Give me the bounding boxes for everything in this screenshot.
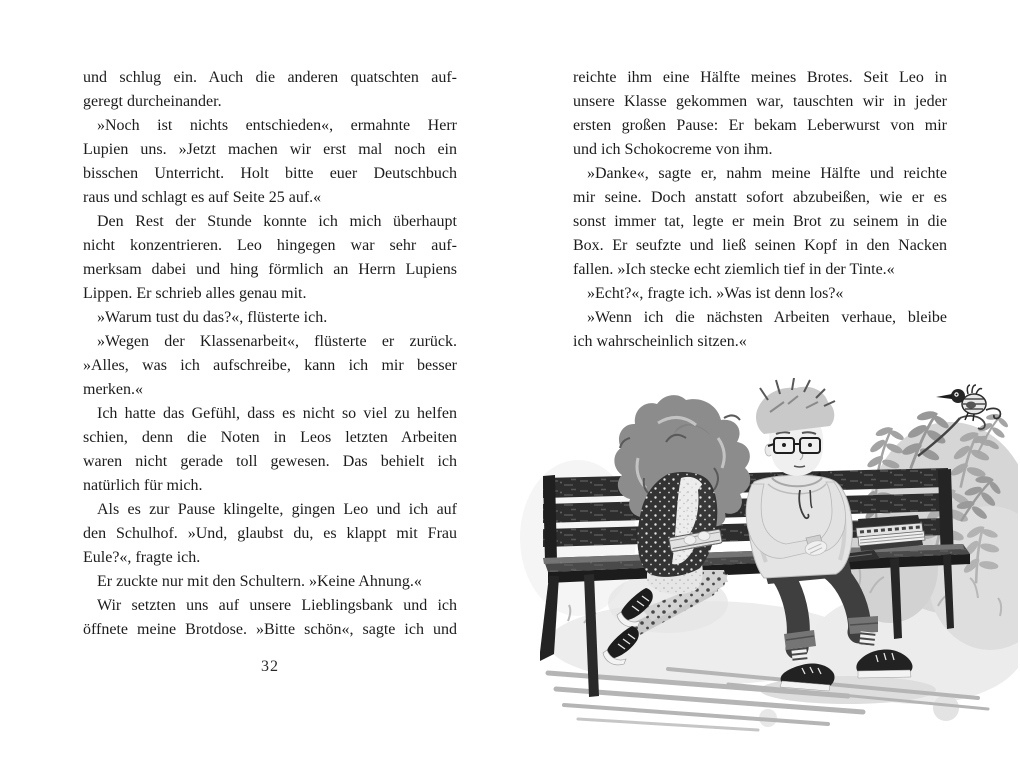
girl-hand xyxy=(698,532,710,541)
text-line: Als es zur Pause klingelte, gingen Leo und ich auf xyxy=(97,501,457,518)
right-page-text xyxy=(573,66,947,354)
text-line: »Danke«, sagte er, nahm meine Hälfte und reichte xyxy=(587,165,947,182)
text-line: geregt durcheinander. xyxy=(83,93,222,110)
girl-hand xyxy=(684,536,696,545)
text-line: ich wahrscheinlich sitzen.« xyxy=(573,333,747,350)
text-line: »Warum tust du das?«, flüsterte ich. xyxy=(97,309,328,326)
text-line: ersten großen Pause: Er bekam Leberwurst von mir xyxy=(573,117,947,134)
left-page-text xyxy=(83,66,457,642)
text-line: Ich hatte das Gefühl, dass es nicht so viel zu helfen xyxy=(97,405,457,422)
boy-sock xyxy=(791,647,807,662)
text-line: fallen. »Ich stecke echt ziemlich tief in der Tinte.« xyxy=(573,261,895,278)
text-line: und schlug ein. Auch die anderen quatschten auf- xyxy=(83,69,457,86)
text-line: waren nicht gerade toll gewesen. Das behielt ich xyxy=(83,453,457,470)
text-line: »Noch ist nichts entschieden«, ermahnte Herr xyxy=(97,117,457,134)
text-line: unsere Klasse gekommen war, tauschten wir in jeder xyxy=(573,93,947,110)
bench-illustration-graphic xyxy=(518,378,1018,743)
text-line: »Wegen der Klassenarbeit«, flüsterte er zurück. xyxy=(97,333,457,350)
text-line: und ich Schokocreme von ihm. xyxy=(573,141,773,158)
page-number: 32 xyxy=(261,658,279,675)
text-line: »Alles, was ich aufschreibe, kann ich mir besser xyxy=(83,357,457,374)
text-line: Box. Er seufzte und ließ seinen Kopf in den Nacken xyxy=(573,237,947,254)
text-line: sonst immer tat, legte er mein Brot zu seinem in die xyxy=(573,213,947,230)
text-line: bisschen Unterricht. Holt bitte euer Deutschbuch xyxy=(83,165,457,182)
bird-beak xyxy=(936,394,952,399)
boy-hoodie xyxy=(746,475,852,578)
text-line: schien, denn die Noten in Leos letzten Arbeiten xyxy=(83,429,457,446)
boy-sock xyxy=(859,631,875,645)
text-line: »Echt?«, fragte ich. »Was ist denn los?« xyxy=(587,285,844,302)
text-line: »Wenn ich die nächsten Arbeiten verhaue, bleibe xyxy=(587,309,947,326)
text-line: Er zuckte nur mit den Schultern. »Keine Ahnung.« xyxy=(97,573,422,590)
text-line: den Schulhof. »Und, glaubst du, es klappt mit Frau xyxy=(83,525,457,542)
text-line: mir seine. Doch anstatt sofort abzubeißen, wie er es xyxy=(573,189,947,206)
text-line: natürlich für mich. xyxy=(83,477,203,494)
text-line: Lippen. Er schrieb alles genau mit. xyxy=(83,285,307,302)
boy-hair xyxy=(756,378,835,434)
text-line: merken.« xyxy=(83,381,143,398)
text-line: raus und schlagt es auf Seite 25 auf.« xyxy=(83,189,322,206)
bench-illustration xyxy=(518,378,1018,743)
text-line: nicht konzentrieren. Leo hingegen war sehr auf- xyxy=(83,237,457,254)
text-line: Den Rest der Stunde konnte ich mich überhaupt xyxy=(97,213,457,230)
text-line: öffnete meine Brotdose. »Bitte schön«, sagte ich und xyxy=(83,621,457,638)
text-line: Wir setzten uns auf unsere Lieblingsbank und ich xyxy=(97,597,457,614)
text-line: merksam dabei und hing förmlich an Herrn Lupiens xyxy=(83,261,457,278)
text-line: reichte ihm eine Hälfte meines Brotes. Seit Leo in xyxy=(573,69,947,86)
text-line: Eule?«, fragte ich. xyxy=(83,549,201,566)
text-line: Lupien uns. »Jetzt machen wir erst mal noch ein xyxy=(83,141,457,158)
